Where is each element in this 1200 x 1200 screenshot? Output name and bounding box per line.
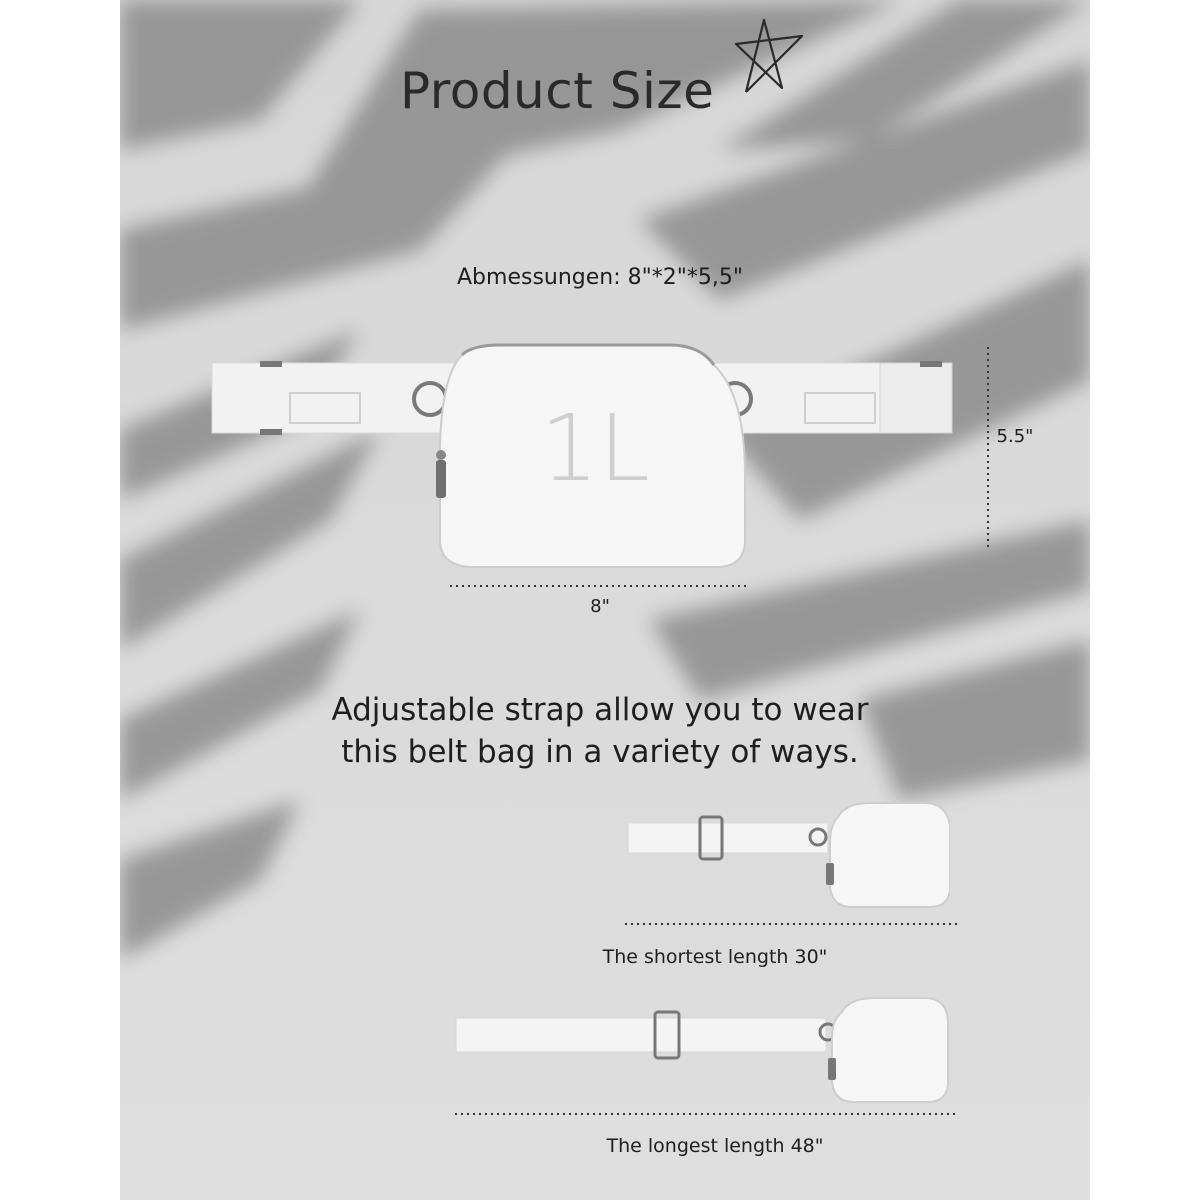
- bag-logo: 1L: [540, 395, 650, 502]
- width-dimension-line: [440, 578, 760, 598]
- longest-length-bag-image: [450, 990, 950, 1110]
- shortest-length-label: The shortest length 30": [602, 946, 828, 968]
- shortest-length-line: [620, 918, 965, 930]
- longest-length-line: [450, 1108, 960, 1120]
- height-dimension-line: [978, 343, 998, 555]
- longest-length-label: The longest length 48": [606, 1135, 824, 1157]
- page-title: Product Size: [400, 62, 715, 120]
- dimensions-text: Abmessungen: 8"*2"*5,5": [457, 265, 743, 290]
- shortest-length-bag-image: [620, 795, 950, 915]
- width-label: 8": [590, 596, 610, 617]
- belt-bag-main-image: [200, 335, 990, 580]
- tagline-line-1: Adjustable strap allow you to wear: [331, 692, 869, 728]
- tagline-line-2: this belt bag in a variety of ways.: [341, 734, 859, 770]
- hand-drawn-star-icon: [730, 12, 810, 97]
- height-label: 5.5": [996, 426, 1034, 447]
